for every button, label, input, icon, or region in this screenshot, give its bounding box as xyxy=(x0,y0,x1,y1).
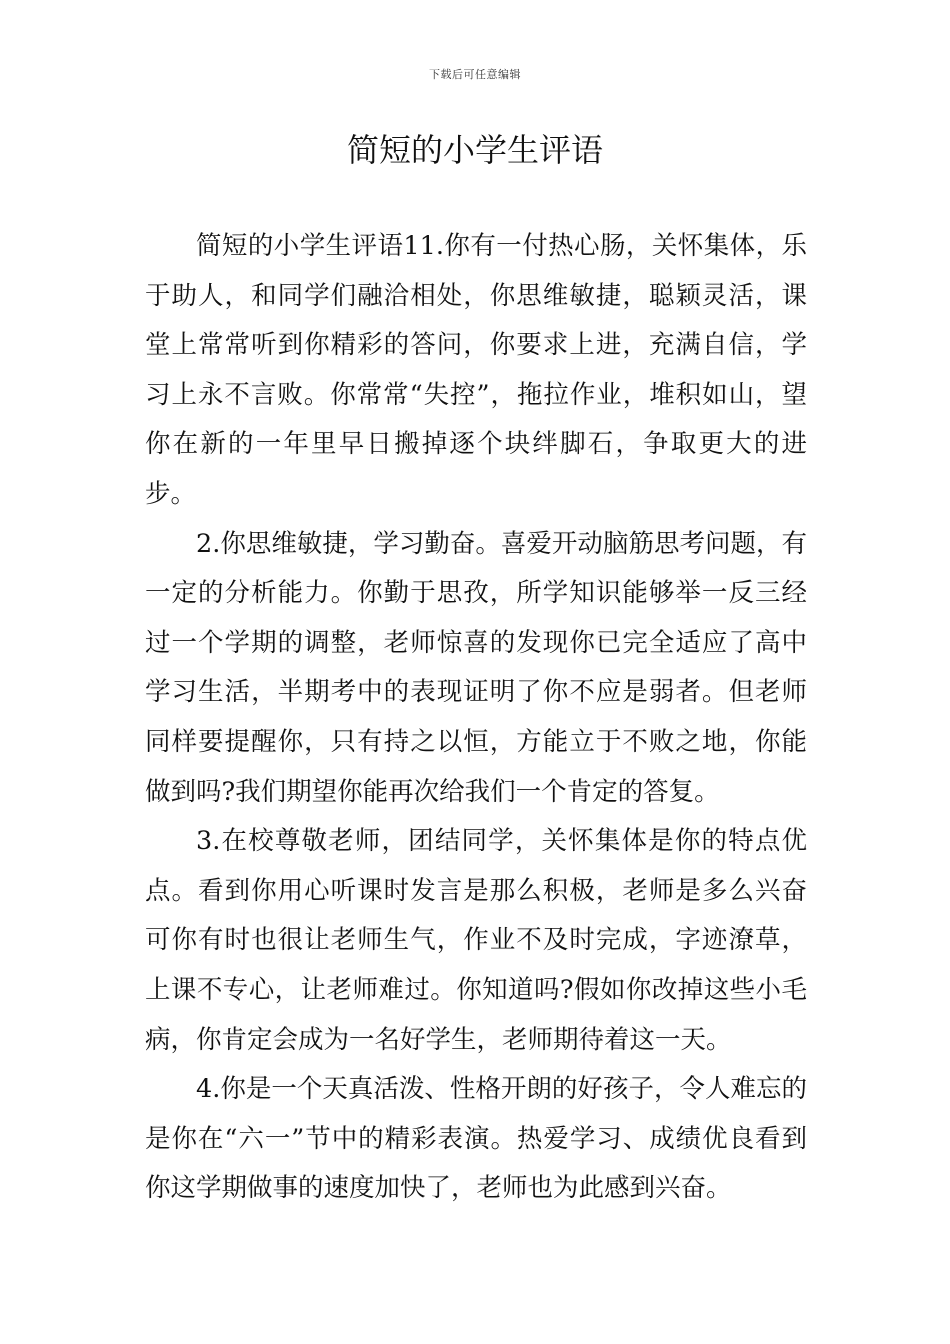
paragraph-4: 4.你是一个天真活泼、性格开朗的好孩子，令人难忘的是你在“六一”节中的精彩表演。热爱学习、成绩优良看到你这学期做事的速度加快了，老师也为此感到兴奋。 xyxy=(145,1074,807,1204)
page-header-note: 下载后可任意编辑 xyxy=(429,68,521,81)
document-body xyxy=(145,222,807,1214)
paragraph-3: 3.在校尊敬老师，团结同学，关怀集体是你的特点优点。看到你用心听课时发言是那么积极，老师是多么兴奋可你有时也很让老师生气，作业不及时完成，字迹潦草，上课不专心，让老师难过。你知道吗?假如你改掉这些小毛病，你肯定会成为一名好学生，老师期待着这一天。 xyxy=(145,826,807,1055)
paragraph-2: 2.你思维敏捷，学习勤奋。喜爱开动脑筋思考问题，有一定的分析能力。你勤于思孜，所学知识能够举一反三经过一个学期的调整，老师惊喜的发现你已完全适应了高中学习生活，半期考中的表现证明了你不应是弱者。但老师同样要提醒你，只有持之以恒，方能立于不败之地，你能做到吗?我们期望你能再次给我们一个肯定的答复。 xyxy=(145,528,807,807)
document-title: 简短的小学生评语 xyxy=(346,131,603,169)
paragraph-1: 简短的小学生评语11.你有一付热心肠，关怀集体，乐于助人，和同学们融洽相处，你思维敏捷，聪颖灵活，课堂上常常听到你精彩的答问，你要求上进，充满自信，学习上永不言败。你常常“失控”，拖拉作业，堆积如山，望你在新的一年里早日搬掉逐个块绊脚石，争取更大的进步。 xyxy=(145,231,807,509)
